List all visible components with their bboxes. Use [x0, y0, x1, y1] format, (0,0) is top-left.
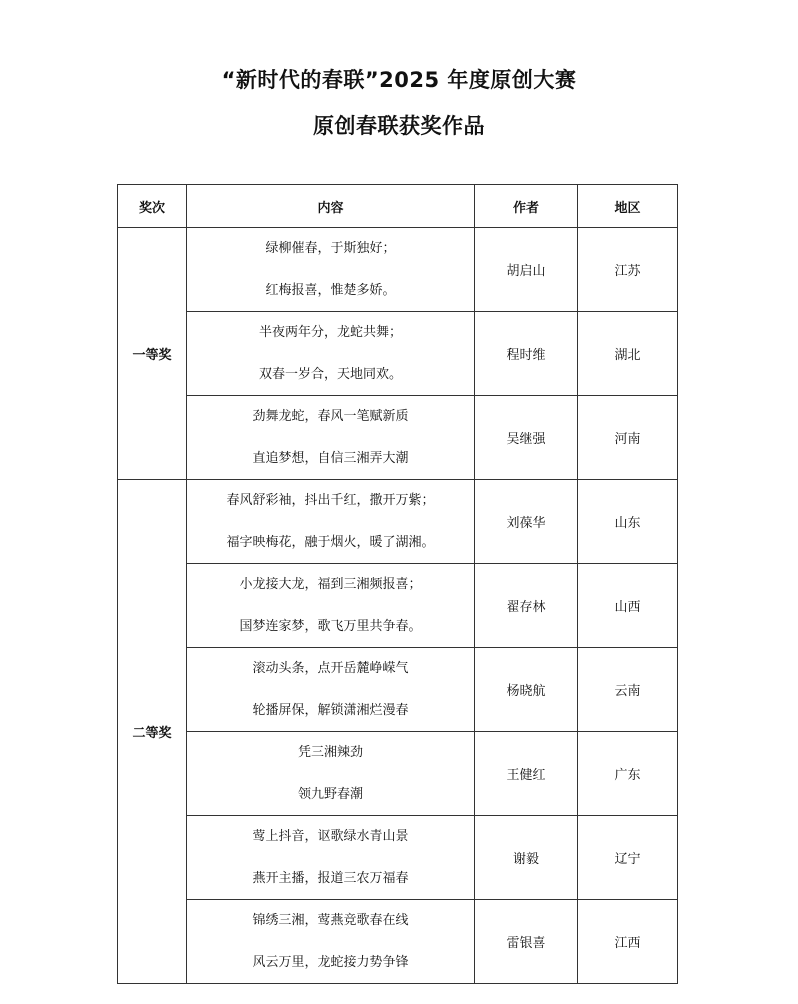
- couplet-line-1: 劲舞龙蛇，春风一笔赋新质: [252, 408, 409, 424]
- table-row: [118, 312, 678, 396]
- header-region: 地区: [578, 185, 678, 228]
- couplet-line-1: 锦绣三湘，莺燕竞歌春在线: [252, 912, 409, 928]
- region-cell: 山东: [578, 480, 678, 564]
- couplet-content: [187, 900, 475, 984]
- table-row: [118, 900, 678, 984]
- awards-table: [117, 184, 678, 984]
- table-header-row: [118, 185, 678, 228]
- couplet-line-2: 风云万里，龙蛇接力势争锋: [252, 954, 409, 970]
- author-cell: 王健红: [475, 732, 578, 816]
- region-cell: 湖北: [578, 312, 678, 396]
- award-level-first: 一等奖: [118, 228, 187, 480]
- author-cell: 吴继强: [475, 396, 578, 480]
- author-cell: 胡启山: [475, 228, 578, 312]
- couplet-line-1: 小龙接大龙，福到三湘频报喜；: [239, 576, 422, 592]
- author-cell: 刘葆华: [475, 480, 578, 564]
- header-level: 奖次: [118, 185, 187, 228]
- document-title-line1: “新时代的春联”2025 年度原创大赛: [221, 68, 577, 92]
- region-cell: 江苏: [578, 228, 678, 312]
- region-cell: 河南: [578, 396, 678, 480]
- couplet-line-2: 领九野春潮: [297, 786, 363, 802]
- author-cell: 雷银喜: [475, 900, 578, 984]
- award-level-second: 二等奖: [118, 480, 187, 984]
- table-row: [118, 396, 678, 480]
- couplet-content: [187, 312, 475, 396]
- couplet-line-1: 滚动头条，点开岳麓峥嵘气: [252, 660, 409, 676]
- author-cell: 谢毅: [475, 816, 578, 900]
- couplet-content: [187, 564, 475, 648]
- region-cell: 江西: [578, 900, 678, 984]
- table-row: [118, 228, 678, 312]
- couplet-line-1: 凭三湘辣劲: [297, 744, 363, 760]
- region-cell: 山西: [578, 564, 678, 648]
- author-cell: 程时维: [475, 312, 578, 396]
- couplet-line-2: 轮播屏保，解锁潇湘烂漫春: [252, 702, 409, 718]
- region-cell: 云南: [578, 648, 678, 732]
- couplet-line-2: 福字映梅花，融于烟火，暖了湖湘。: [226, 534, 435, 550]
- region-cell: 广东: [578, 732, 678, 816]
- couplet-line-1: 莺上抖音，讴歌绿水青山景: [252, 828, 409, 844]
- table-row: [118, 648, 678, 732]
- header-author: 作者: [475, 185, 578, 228]
- document-title-line2: 原创春联获奖作品: [313, 114, 485, 138]
- couplet-content: [187, 732, 475, 816]
- region-cell: 辽宁: [578, 816, 678, 900]
- couplet-line-1: 春风舒彩袖，抖出千红，撒开万紫；: [226, 492, 435, 508]
- table-row: [118, 480, 678, 564]
- couplet-content: [187, 648, 475, 732]
- couplet-line-1: 绿柳催春，于斯独好；: [265, 240, 396, 256]
- couplet-line-2: 直追梦想，自信三湘弄大潮: [252, 450, 409, 466]
- couplet-line-2: 双春一岁合，天地同欢。: [258, 366, 402, 382]
- couplet-content: [187, 396, 475, 480]
- couplet-content: [187, 480, 475, 564]
- author-cell: 杨晓航: [475, 648, 578, 732]
- couplet-content: [187, 228, 475, 312]
- couplet-line-2: 燕开主播，报道三农万福春: [252, 870, 409, 886]
- couplet-line-1: 半夜两年分，龙蛇共舞；: [258, 324, 402, 340]
- couplet-line-2: 红梅报喜，惟楚多娇。: [265, 282, 396, 298]
- header-content: 内容: [187, 185, 475, 228]
- couplet-line-2: 国梦连家梦，歌飞万里共争春。: [239, 618, 422, 634]
- author-cell: 翟存林: [475, 564, 578, 648]
- couplet-content: [187, 816, 475, 900]
- table-row: [118, 816, 678, 900]
- table-row: [118, 732, 678, 816]
- table-row: [118, 564, 678, 648]
